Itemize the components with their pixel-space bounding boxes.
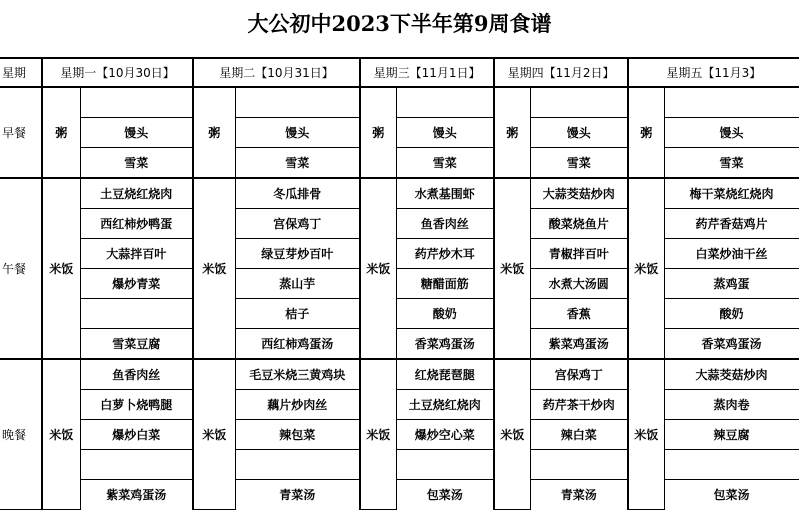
meal-row xyxy=(0,299,799,329)
dish-cell: 白萝卜烧鸭腿 xyxy=(80,390,193,420)
dish-cell: 药芹香菇鸡片 xyxy=(664,209,799,239)
dish-cell: 馒头 xyxy=(80,118,193,148)
dish-cell xyxy=(530,450,628,480)
day-header: 星期一【10月30日】 xyxy=(42,58,193,87)
dish-cell: 土豆烧红烧肉 xyxy=(396,390,494,420)
meal-row xyxy=(0,148,799,179)
meal-row xyxy=(0,359,799,390)
dish-cell: 馒头 xyxy=(664,118,799,148)
dish-cell: 梅干菜烧红烧肉 xyxy=(664,178,799,209)
dish-cell: 大蒜茭菇炒肉 xyxy=(530,178,628,209)
dish-cell: 香菜鸡蛋汤 xyxy=(664,329,799,360)
dish-cell xyxy=(396,450,494,480)
dish-cell: 西红柿炒鸭蛋 xyxy=(80,209,193,239)
menu-table-body xyxy=(0,58,799,509)
dish-cell: 鱼香肉丝 xyxy=(396,209,494,239)
menu-table xyxy=(0,57,799,510)
header-row xyxy=(0,58,799,87)
dish-cell: 酸菜烧鱼片 xyxy=(530,209,628,239)
dish-cell xyxy=(664,450,799,480)
dish-cell: 爆炒空心菜 xyxy=(396,420,494,450)
staple-food: 米饭 xyxy=(628,359,664,509)
dish-cell: 糖醋面筋 xyxy=(396,269,494,299)
dish-cell: 青菜汤 xyxy=(235,480,360,510)
staple-food: 米饭 xyxy=(42,178,80,359)
meal-label: 早餐 xyxy=(0,87,42,178)
dish-cell: 水煮基围虾 xyxy=(396,178,494,209)
dish-cell: 雪菜 xyxy=(664,148,799,179)
dish-cell: 爆炒青菜 xyxy=(80,269,193,299)
meal-row xyxy=(0,178,799,209)
day-header: 星期二【10月31日】 xyxy=(193,58,360,87)
dish-cell: 雪菜 xyxy=(80,148,193,179)
meal-row xyxy=(0,239,799,269)
dish-cell: 水煮大汤圆 xyxy=(530,269,628,299)
dish-cell: 毛豆米烧三黄鸡块 xyxy=(235,359,360,390)
dish-cell: 雪菜 xyxy=(530,148,628,179)
dish-cell xyxy=(235,450,360,480)
staple-food: 米饭 xyxy=(360,178,396,359)
dish-cell: 香菜鸡蛋汤 xyxy=(396,329,494,360)
dish-cell: 包菜汤 xyxy=(664,480,799,510)
dish-cell: 雪菜 xyxy=(235,148,360,179)
dish-cell: 紫菜鸡蛋汤 xyxy=(80,480,193,510)
staple-food: 米饭 xyxy=(193,359,235,509)
staple-food: 米饭 xyxy=(42,359,80,509)
dish-cell xyxy=(530,87,628,118)
meal-row xyxy=(0,87,799,118)
staple-food: 粥 xyxy=(360,87,396,178)
dish-cell: 雪菜豆腐 xyxy=(80,329,193,360)
meal-label: 晚餐 xyxy=(0,359,42,509)
header-corner: 星期 xyxy=(0,58,42,87)
dish-cell: 桔子 xyxy=(235,299,360,329)
meal-row xyxy=(0,329,799,360)
dish-cell: 西红柿鸡蛋汤 xyxy=(235,329,360,360)
dish-cell: 药芹茶干炒肉 xyxy=(530,390,628,420)
staple-food: 米饭 xyxy=(494,359,530,509)
meal-row xyxy=(0,420,799,450)
dish-cell: 蒸山芋 xyxy=(235,269,360,299)
meal-row xyxy=(0,450,799,480)
dish-cell: 雪菜 xyxy=(396,148,494,179)
staple-food: 粥 xyxy=(494,87,530,178)
day-header: 星期三【11月1日】 xyxy=(360,58,494,87)
day-header: 星期四【11月2日】 xyxy=(494,58,628,87)
dish-cell: 馒头 xyxy=(396,118,494,148)
page-title: 大公初中2023下半年第9周食谱 xyxy=(247,11,552,36)
dish-cell: 土豆烧红烧肉 xyxy=(80,178,193,209)
meal-row xyxy=(0,269,799,299)
meal-row xyxy=(0,118,799,148)
dish-cell: 辣豆腐 xyxy=(664,420,799,450)
dish-cell: 青菜汤 xyxy=(530,480,628,510)
day-header: 星期五【11月3】 xyxy=(628,58,799,87)
dish-cell: 紫菜鸡蛋汤 xyxy=(530,329,628,360)
dish-cell: 爆炒白菜 xyxy=(80,420,193,450)
dish-cell: 大蒜拌百叶 xyxy=(80,239,193,269)
dish-cell: 馒头 xyxy=(530,118,628,148)
dish-cell: 白菜炒油干丝 xyxy=(664,239,799,269)
dish-cell xyxy=(235,87,360,118)
meal-row xyxy=(0,480,799,510)
meal-row xyxy=(0,390,799,420)
staple-food: 粥 xyxy=(193,87,235,178)
staple-food: 米饭 xyxy=(193,178,235,359)
dish-cell: 蒸鸡蛋 xyxy=(664,269,799,299)
dish-cell: 绿豆芽炒百叶 xyxy=(235,239,360,269)
dish-cell: 青椒拌百叶 xyxy=(530,239,628,269)
dish-cell: 鱼香肉丝 xyxy=(80,359,193,390)
staple-food: 米饭 xyxy=(494,178,530,359)
dish-cell: 酸奶 xyxy=(396,299,494,329)
staple-food: 粥 xyxy=(628,87,664,178)
dish-cell: 馒头 xyxy=(235,118,360,148)
dish-cell xyxy=(396,87,494,118)
staple-food: 粥 xyxy=(42,87,80,178)
dish-cell xyxy=(80,450,193,480)
dish-cell: 蒸肉卷 xyxy=(664,390,799,420)
staple-food: 米饭 xyxy=(628,178,664,359)
dish-cell: 藕片炒肉丝 xyxy=(235,390,360,420)
dish-cell: 香蕉 xyxy=(530,299,628,329)
dish-cell: 药芹炒木耳 xyxy=(396,239,494,269)
meal-label: 午餐 xyxy=(0,178,42,359)
dish-cell xyxy=(80,87,193,118)
dish-cell: 红烧琵琶腿 xyxy=(396,359,494,390)
dish-cell: 宫保鸡丁 xyxy=(235,209,360,239)
staple-food: 米饭 xyxy=(360,359,396,509)
dish-cell: 辣白菜 xyxy=(530,420,628,450)
dish-cell xyxy=(80,299,193,329)
dish-cell: 宫保鸡丁 xyxy=(530,359,628,390)
dish-cell: 包菜汤 xyxy=(396,480,494,510)
dish-cell: 酸奶 xyxy=(664,299,799,329)
dish-cell: 大蒜茭菇炒肉 xyxy=(664,359,799,390)
dish-cell xyxy=(664,87,799,118)
dish-cell: 辣包菜 xyxy=(235,420,360,450)
dish-cell: 冬瓜排骨 xyxy=(235,178,360,209)
meal-row xyxy=(0,209,799,239)
